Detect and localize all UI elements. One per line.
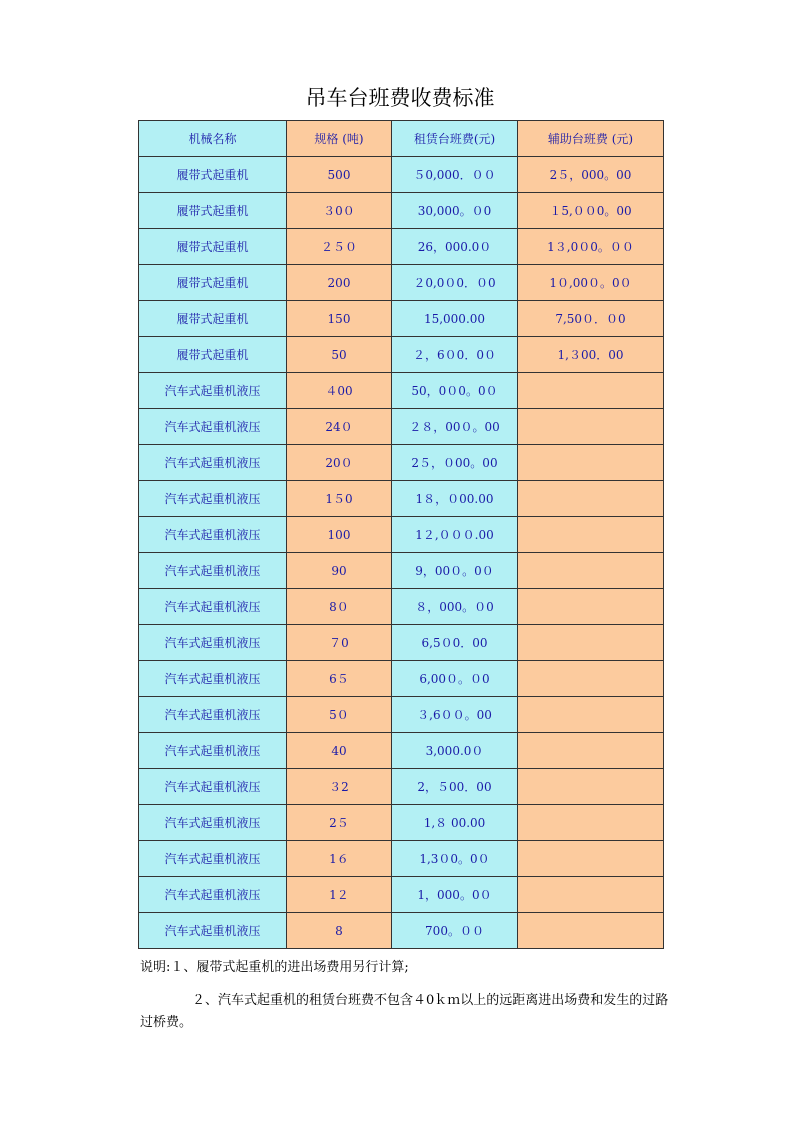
fee-table [138, 120, 664, 949]
cell-rent-fee: 1，000。0０ [392, 877, 518, 913]
header-spec: 规格 (吨) [287, 121, 392, 157]
cell-rent-fee: 6,5０0．00 [392, 625, 518, 661]
cell-rent-fee: ３,6００。00 [392, 697, 518, 733]
cell-machine-name: 汽车式起重机液压 [139, 841, 287, 877]
cell-rent-fee: 2，５00．00 [392, 769, 518, 805]
cell-spec: ３2 [287, 769, 392, 805]
cell-spec: 1５0 [287, 481, 392, 517]
cell-aux-fee [518, 409, 664, 445]
table-row [139, 769, 664, 805]
cell-spec: 500 [287, 157, 392, 193]
cell-spec: 1６ [287, 841, 392, 877]
table-row [139, 805, 664, 841]
cell-rent-fee: 30,000。０0 [392, 193, 518, 229]
cell-machine-name: 汽车式起重机液压 [139, 409, 287, 445]
note-1: 说明:１、履带式起重机的进出场费用另行计算; [140, 960, 409, 975]
table-row [139, 481, 664, 517]
page-title: 吊车台班费收费标准 [305, 86, 495, 110]
cell-spec: 8０ [287, 589, 392, 625]
cell-rent-fee: ２0,0０0．０0 [392, 265, 518, 301]
table-row [139, 553, 664, 589]
table-row [139, 625, 664, 661]
cell-aux-fee [518, 877, 664, 913]
cell-spec: 150 [287, 301, 392, 337]
cell-aux-fee [518, 481, 664, 517]
table-header-row [139, 121, 664, 157]
cell-aux-fee [518, 733, 664, 769]
cell-aux-fee [518, 625, 664, 661]
cell-spec: ４00 [287, 373, 392, 409]
cell-rent-fee: 1２,０００.00 [392, 517, 518, 553]
table-row [139, 589, 664, 625]
cell-machine-name: 汽车式起重机液压 [139, 445, 287, 481]
cell-spec: 200 [287, 265, 392, 301]
cell-machine-name: 汽车式起重机液压 [139, 589, 287, 625]
cell-rent-fee: ５0,000．００ [392, 157, 518, 193]
cell-machine-name: 汽车式起重机液压 [139, 553, 287, 589]
cell-machine-name: 汽车式起重机液压 [139, 877, 287, 913]
table-row [139, 301, 664, 337]
cell-aux-fee [518, 445, 664, 481]
table-row [139, 517, 664, 553]
cell-rent-fee: 700。００ [392, 913, 518, 949]
cell-aux-fee [518, 769, 664, 805]
cell-aux-fee: 7,50０．０0 [518, 301, 664, 337]
cell-rent-fee: 1,3０0。0０ [392, 841, 518, 877]
table-row [139, 661, 664, 697]
cell-spec: 8 [287, 913, 392, 949]
cell-spec: 100 [287, 517, 392, 553]
table-row [139, 913, 664, 949]
cell-rent-fee: ２８，00０。00 [392, 409, 518, 445]
cell-spec: ２５０ [287, 229, 392, 265]
cell-spec: 90 [287, 553, 392, 589]
cell-rent-fee: 26，000.0０ [392, 229, 518, 265]
cell-aux-fee [518, 517, 664, 553]
table-row [139, 877, 664, 913]
cell-machine-name: 汽车式起重机液压 [139, 733, 287, 769]
cell-spec: 20０ [287, 445, 392, 481]
cell-spec: 24０ [287, 409, 392, 445]
cell-spec: 50 [287, 337, 392, 373]
note-2: ２、汽车式起重机的租赁台班费不包含４0ｋｍ以上的远距离进出场费和发生的过路过桥费。 [140, 993, 669, 1030]
cell-rent-fee: 9，00０。0０ [392, 553, 518, 589]
cell-spec: 1２ [287, 877, 392, 913]
cell-spec: 5０ [287, 697, 392, 733]
cell-aux-fee [518, 805, 664, 841]
cell-aux-fee [518, 913, 664, 949]
header-machine-name: 机械名称 [139, 121, 287, 157]
cell-machine-name: 汽车式起重机液压 [139, 769, 287, 805]
cell-aux-fee: 2５，000。00 [518, 157, 664, 193]
cell-machine-name: 汽车式起重机液压 [139, 805, 287, 841]
table-row [139, 697, 664, 733]
cell-rent-fee: 3,000.0０ [392, 733, 518, 769]
cell-spec: 40 [287, 733, 392, 769]
cell-rent-fee: 1８，０00.00 [392, 481, 518, 517]
header-aux-fee: 辅助台班费 (元) [518, 121, 664, 157]
header-rent-fee: 租赁台班费(元) [392, 121, 518, 157]
table-row [139, 193, 664, 229]
table-row [139, 265, 664, 301]
cell-machine-name: 汽车式起重机液压 [139, 517, 287, 553]
cell-rent-fee: 2５，０00。00 [392, 445, 518, 481]
table-row [139, 337, 664, 373]
cell-spec: ３0０ [287, 193, 392, 229]
cell-rent-fee: 6,00０。０0 [392, 661, 518, 697]
cell-machine-name: 履带式起重机 [139, 157, 287, 193]
cell-spec: 2５ [287, 805, 392, 841]
cell-aux-fee [518, 697, 664, 733]
cell-machine-name: 汽车式起重机液压 [139, 697, 287, 733]
cell-rent-fee: ２，6０0．0０ [392, 337, 518, 373]
cell-machine-name: 汽车式起重机液压 [139, 625, 287, 661]
table-row [139, 841, 664, 877]
cell-aux-fee [518, 841, 664, 877]
table-row [139, 445, 664, 481]
cell-aux-fee: 1３,0０0。００ [518, 229, 664, 265]
table-row [139, 157, 664, 193]
cell-machine-name: 汽车式起重机液压 [139, 481, 287, 517]
cell-aux-fee: 1,３00．00 [518, 337, 664, 373]
cell-aux-fee [518, 589, 664, 625]
cell-machine-name: 履带式起重机 [139, 265, 287, 301]
cell-machine-name: 履带式起重机 [139, 337, 287, 373]
cell-aux-fee: １5,００0。00 [518, 193, 664, 229]
cell-machine-name: 汽车式起重机液压 [139, 373, 287, 409]
cell-machine-name: 汽车式起重机液压 [139, 913, 287, 949]
table-body [139, 157, 664, 949]
cell-rent-fee: 15,000.00 [392, 301, 518, 337]
cell-aux-fee [518, 373, 664, 409]
table-row [139, 733, 664, 769]
cell-rent-fee: 50，0０0。0０ [392, 373, 518, 409]
cell-rent-fee: ８，000。０0 [392, 589, 518, 625]
cell-aux-fee: 1０,00０。0０ [518, 265, 664, 301]
cell-machine-name: 履带式起重机 [139, 229, 287, 265]
table-row [139, 373, 664, 409]
table-row [139, 229, 664, 265]
cell-aux-fee [518, 661, 664, 697]
table-row [139, 409, 664, 445]
cell-machine-name: 汽车式起重机液压 [139, 661, 287, 697]
cell-spec: 6５ [287, 661, 392, 697]
cell-aux-fee [518, 553, 664, 589]
cell-rent-fee: 1,８ 00.00 [392, 805, 518, 841]
cell-machine-name: 履带式起重机 [139, 301, 287, 337]
cell-machine-name: 履带式起重机 [139, 193, 287, 229]
cell-spec: ７0 [287, 625, 392, 661]
